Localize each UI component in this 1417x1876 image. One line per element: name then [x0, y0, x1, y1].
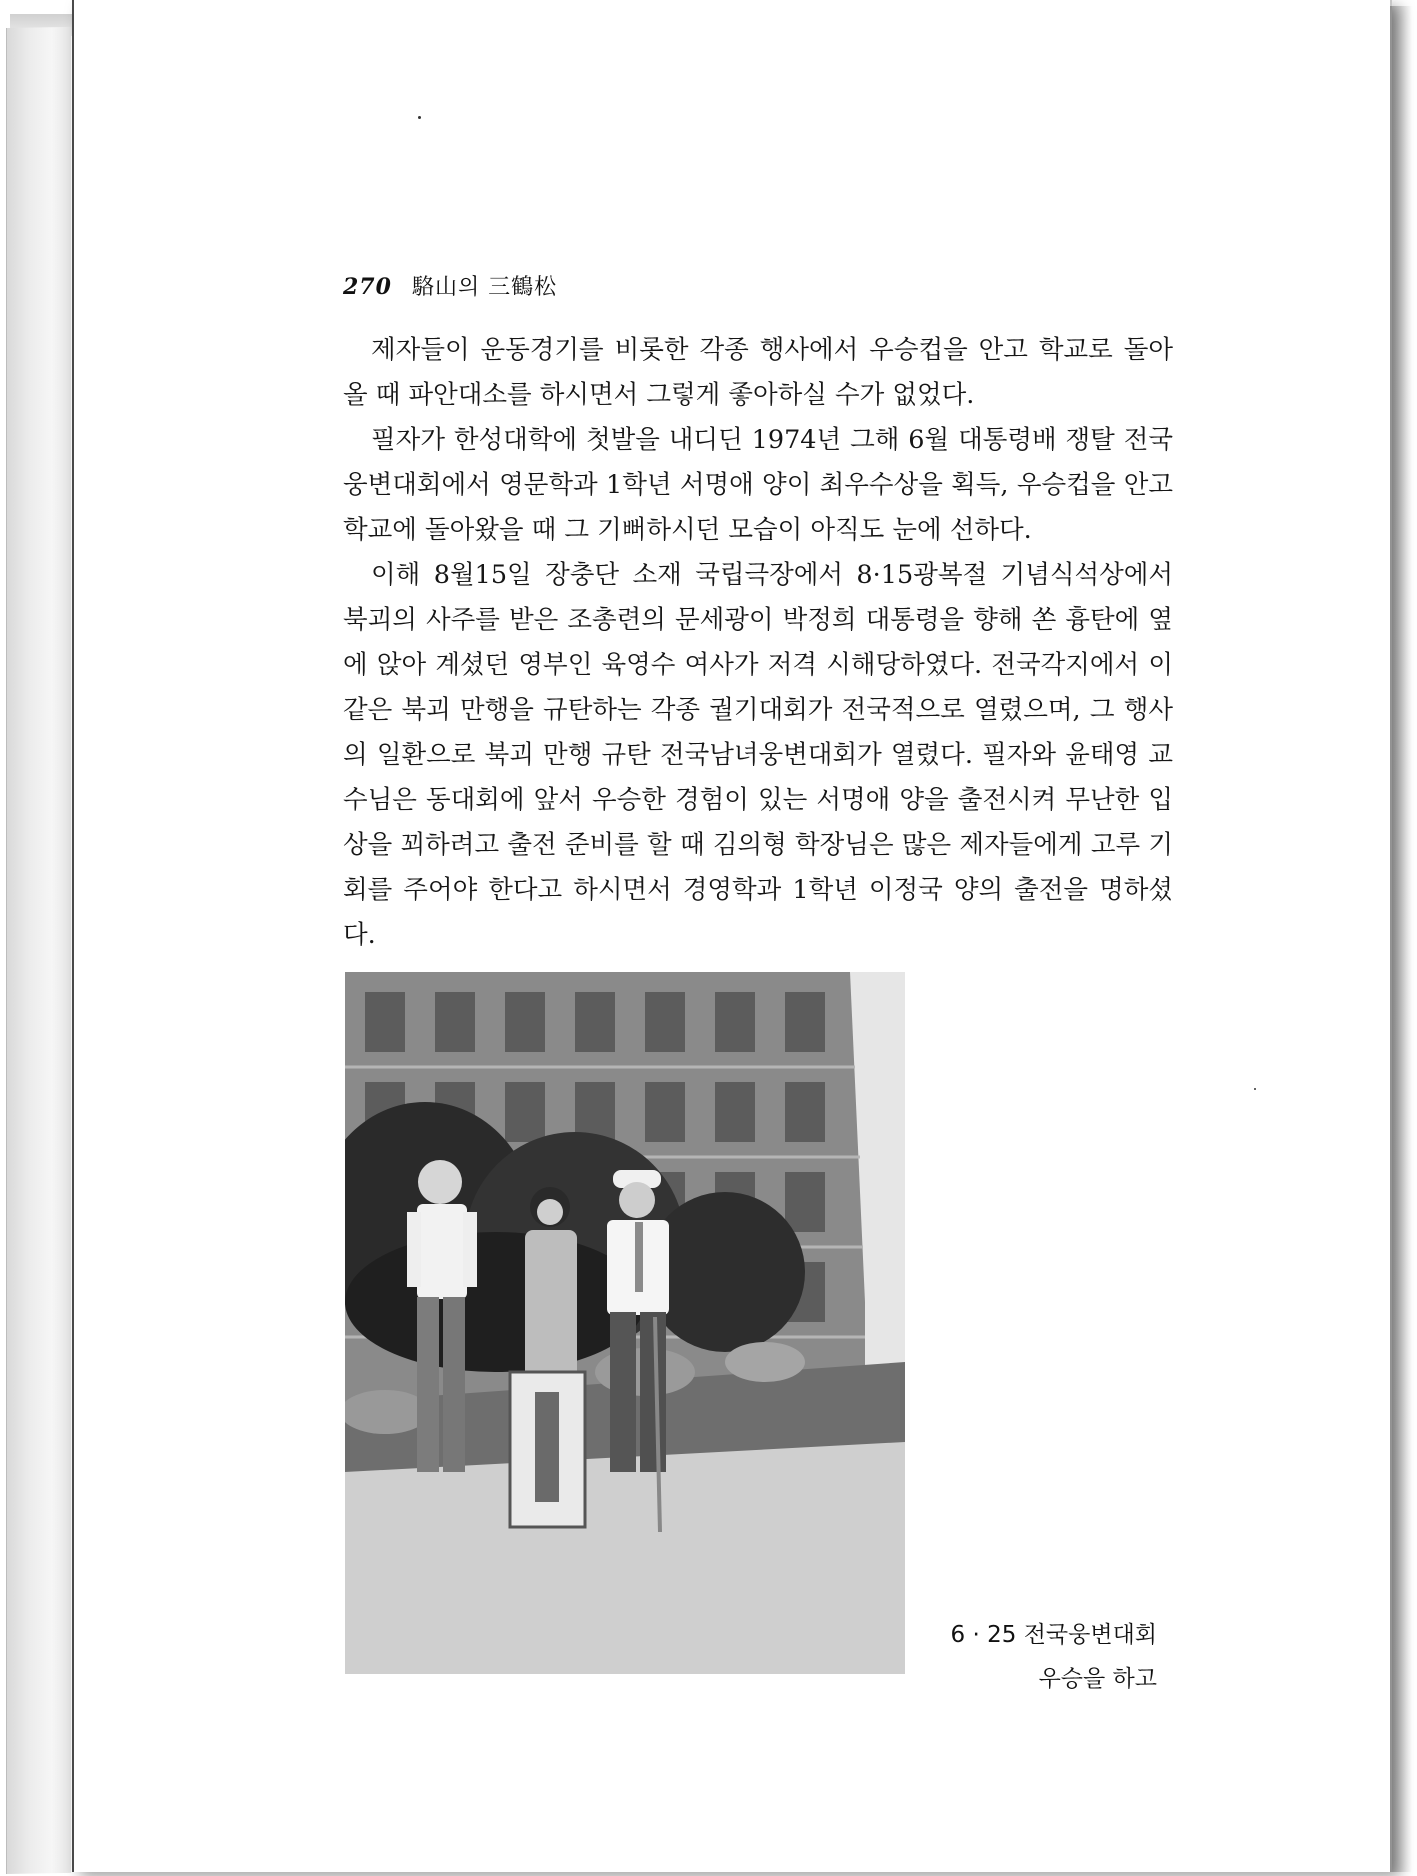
paragraph-3: 이해 8월15일 장충단 소재 국립극장에서 8·15광복절 기념식석상에서 북괴의 사주를 받은 조총련의 문세광이 박정희 대통령을 향해 쏜 흉탄에 옆에 앉아 계셨던 영부인 육영수 여사가 저격 시해당하였다. 전국각지에서 이같은 북괴 만행을 규탄하는 각종 궐기대회가 전국적으로 열렸으며, 그 행사의 일환으로 북괴 만행 규탄 전국남녀웅변대회가 열렸다. 필자와 윤태영 교수님은 동대회에 앞서 우승한 경험이 있는 서명애 양을 출전시켜 무난한 입상을 꾀하려고 출전 준비를 할 때 김의형 학장님은 많은 제자들에게 고루 기회를 주어야 한다고 하시면서 경영학과 1학년 이정국 양의 출전을 명하셨다. — [343, 560, 1173, 950]
dust-speck — [418, 116, 421, 119]
paragraph-2: 필자가 한성대학에 첫발을 내디딘 1974년 그해 6월 대통령배 쟁탈 전국웅변대회에서 영문학과 1학년 서명애 양이 최우수상을 획득, 우승컵을 안고 학교에 돌아왔을 때 그 기뻐하시던 모습이 아직도 눈에 선하다. — [343, 425, 1173, 545]
book-spine — [6, 27, 71, 1874]
page-shadow — [1390, 6, 1412, 1872]
running-header — [343, 270, 557, 301]
photograph — [345, 972, 905, 1674]
dust-speck — [1254, 1088, 1256, 1090]
body-text — [343, 328, 1173, 958]
paragraph-1: 제자들이 운동경기를 비롯한 각종 행사에서 우승컵을 안고 학교로 돌아올 때 파안대소를 하시면서 그렇게 좋아하실 수가 없었다. — [343, 335, 1173, 410]
page-number: 270 — [343, 274, 392, 300]
photo-caption-line2: 우승을 하고 — [1038, 1666, 1157, 1692]
photo-caption-line1: 6 · 25 전국웅변대회 — [950, 1622, 1157, 1648]
book-title: 駱山의 三鶴松 — [411, 275, 558, 300]
